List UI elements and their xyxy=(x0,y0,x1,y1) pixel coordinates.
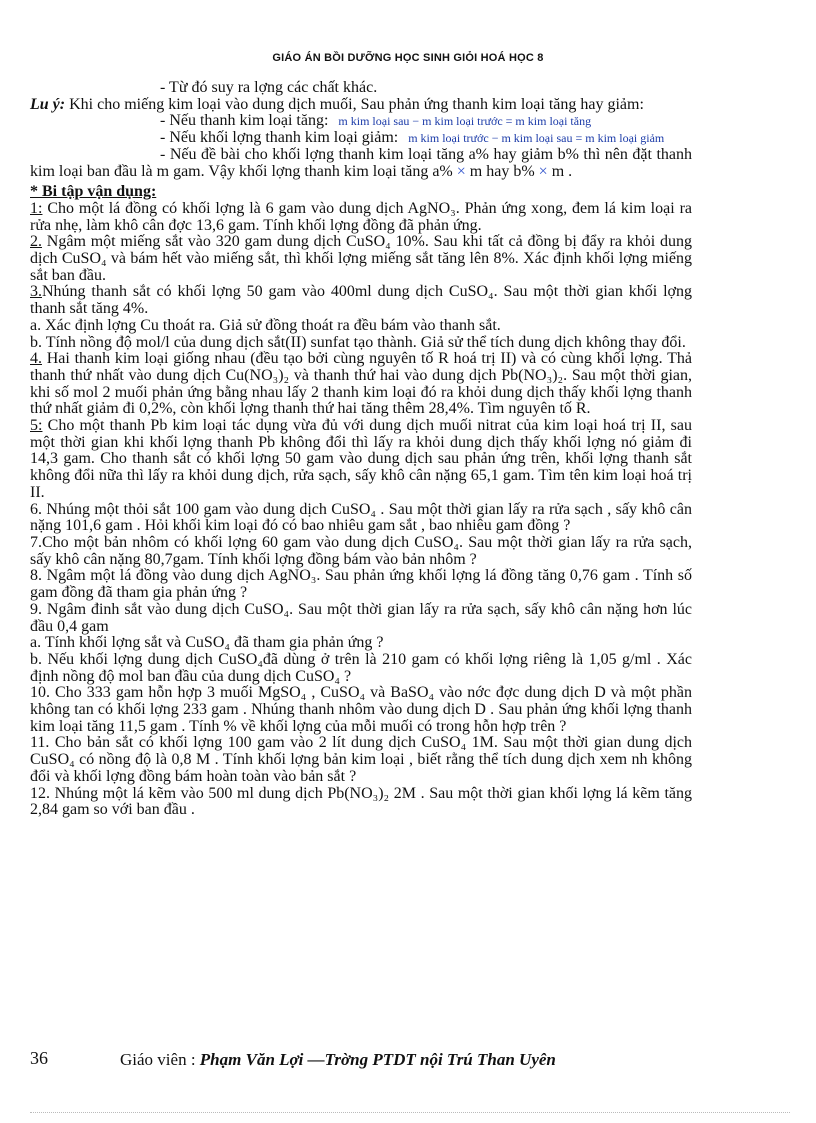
note-text: Khi cho miếng kim loại vào dung dịch muối, Sau phản ứng thanh kim loại tăng hay giảm: xyxy=(65,95,644,113)
exercise-text: b. Tính nồng độ mol/l của dung dịch sắt(II) sunfat tạo thành. Giả sử thể tích dung dịch không thay đổi. xyxy=(30,333,686,351)
page-header: GIÁO ÁN BỒI DƯỠNG HỌC SINH GIỎI HOÁ HỌC 8 xyxy=(272,52,544,64)
exercise-text: Ngâm một miếng sắt vào 320 gam dung dịch CuSO₄ 10%. Sau khi tất cả đồng bị đẩy ra khỏi dung dịch CuSO₄ và bám hết vào miếng sắt, thì khối lợng miếng sắt tăng lên 8%. Xác định khối lợng miếng sắt ban đầu. xyxy=(30,233,692,284)
exercise-item xyxy=(30,284,692,317)
exercise-item xyxy=(30,602,692,635)
teacher-label: Giáo viên : xyxy=(120,1050,200,1069)
exercise-text: b. Nếu khối lợng dung dịch CuSO₄đã dùng ở trên là 210 gam có khối lợng riêng là 1,05 g/ml . Xác định nồng độ mol ban đầu của dung dịch CuSO₄ ? xyxy=(30,650,692,685)
exercise-text: 10. Cho 333 gam hỗn hợp 3 muối MgSO₄ , CuSO₄ và BaSO₄ vào nớc đợc dung dịch D và một phần không tan có khối lợng 233 gam . Nhúng thanh nhôm vào dung dịch D . Sau phản ứng khối lợng thanh kim loại tăng 11,5 gam . Tính % về khối lợng của mỗi muối có trong hỗn hợp trên ? xyxy=(30,684,692,735)
exercise-number: 4. xyxy=(30,350,42,368)
exercise-item xyxy=(30,234,692,284)
exercise-text: 6. Nhúng một thỏi sắt 100 gam vào dung dịch CuSO₄ . Sau một thời gian lấy ra rửa sạch , sấy khô cân nặng 101,6 gam . Hỏi khối kim loại đó có bao nhiêu gam sắt , bao nhiêu gam đồng ? xyxy=(30,500,692,535)
document-body xyxy=(30,80,692,819)
exercise-item xyxy=(30,786,692,819)
times-symbol: × xyxy=(456,162,466,180)
exercise-item xyxy=(30,635,692,652)
teacher-credit xyxy=(120,1050,556,1070)
percent-note-c: m . xyxy=(547,162,573,180)
exercise-text: 9. Ngâm đinh sắt vào dung dịch CuSO₄. Sau một thời gian lấy ra rửa sạch, sấy khô cân nặng hơn lúc đầu 0,4 gam xyxy=(30,600,692,635)
case-increase-text: - Nếu thanh kim loại tăng: xyxy=(160,112,329,130)
note-paragraph xyxy=(30,97,692,114)
percent-note xyxy=(30,147,692,180)
exercise-item xyxy=(30,502,692,535)
exercise-item xyxy=(30,685,692,735)
intro-line: - Từ đó suy ra lợng các chất khác. xyxy=(160,79,378,96)
percent-note-b: m hay b% xyxy=(465,162,539,180)
exercise-text: 8. Ngâm một lá đồng vào dung dịch AgNO₃. Sau phản ứng khối lợng lá đồng tăng 0,76 gam . Tính số gam đồng đã tham gia phản ứng ? xyxy=(30,567,692,602)
times-symbol-2: × xyxy=(538,162,548,180)
percent-note-a: - Nếu đề bài cho khối lợng thanh kim loại tăng a% hay giảm b% thì nên đặt thanh kim loại ban đầu là m gam. Vậy khối lợng thanh kim loại tăng a% xyxy=(30,145,692,180)
page-number: 36 xyxy=(30,1048,48,1068)
exercise-item xyxy=(30,418,692,502)
formula-decrease: m kim loại trước − m kim loại sau = m kim loại giảm xyxy=(408,131,665,146)
exercise-number: 2. xyxy=(30,233,42,251)
exercise-item xyxy=(30,652,692,685)
exercise-item xyxy=(30,568,692,601)
exercise-number: 1: xyxy=(30,199,43,217)
formula-increase: m kim loại sau − m kim loại trước = m kim loại tăng xyxy=(338,114,592,129)
exercise-item xyxy=(30,351,692,418)
exercise-text: Nhúng thanh sắt có khối lợng 50 gam vào 400ml dung dịch CuSO₄. Sau một thời gian khối lợng thanh sắt tăng 4%. xyxy=(30,283,692,318)
exercise-text: Cho một lá đồng có khối lợng là 6 gam vào dung dịch AgNO₃. Phản ứng xong, đem lá kim loại ra rửa nhẹ, làm khô cân đợc 13,6 gam. Tính khối lợng đồng đã phản ứng. xyxy=(30,199,692,234)
exercise-number: 3. xyxy=(30,283,42,301)
exercise-item xyxy=(30,335,692,352)
exercise-text: a. Xác định lợng Cu thoát ra. Giả sử đồng thoát ra đều bám vào thanh sắt. xyxy=(30,316,501,334)
exercise-text: 7.Cho một bản nhôm có khối lợng 60 gam vào dung dịch CuSO₄. Sau một thời gian lấy ra rửa sạch, sấy khô cân nặng 80,7gam. Tính khối lợng đồng bám vào bản nhôm ? xyxy=(30,533,692,568)
exercise-number: 5: xyxy=(30,417,43,435)
note-label: Lu ý: xyxy=(30,95,66,113)
exercise-item xyxy=(30,201,692,234)
case-decrease xyxy=(30,130,692,147)
section-title: * Bi tập vận dụng: xyxy=(30,183,157,201)
case-increase xyxy=(30,113,692,130)
exercise-item xyxy=(30,318,692,335)
bottom-divider xyxy=(30,1112,790,1113)
exercise-text: Hai thanh kim loại giống nhau (đều tạo bởi cùng nguyên tố R hoá trị II) và có cùng khối lợng. Thả thanh thứ nhất vào dung dịch Cu(NO₃)₂ và thanh thứ hai vào dung dịch Pb(NO₃)₂. Sau một thời gian, khi số mol 2 muối phản ứng bằng nhau lấy 2 thanh kim loại đó ra khỏi dung dịch thấy khối lợng thanh thứ nhất giảm đi 0,2%, còn khối lợng thanh thứ hai tăng thêm 28,4%. Tìm nguyên tố R. xyxy=(30,350,692,418)
exercise-text: Cho một thanh Pb kim loại tác dụng vừa đủ với dung dịch muối nitrat của kim loại hoá trị II, sau một thời gian khi khối lợng thanh Pb không đổi thì lấy ra khỏi dung dịch thấy khối lợng nó giảm đi 14,3 gam. Cho thanh sắt có khối lợng 50 gam vào dung dịch sau phản ứng trên, khối lợng thanh sắt không đổi nữa thì lấy ra khỏi dung dịch, rửa sạch, sấy khô cân nặng 65,1 gam. Tìm tên kim loại hoá trị II. xyxy=(30,417,692,501)
exercise-list xyxy=(30,201,692,819)
exercise-item xyxy=(30,535,692,568)
exercise-text: 11. Cho bản sắt có khối lợng 100 gam vào 2 lít dung dịch CuSO₄ 1M. Sau một thời gian dung dịch CuSO₄ có nồng độ là 0,8 M . Tính khối lợng bản kim loại , biết rằng thể tích dung dịch xem nh không đổi và khối lợng đồng bám hoàn toàn vào bản sắt ? xyxy=(30,734,692,785)
exercise-text: a. Tính khối lợng sắt và CuSO₄ đã tham gia phản ứng ? xyxy=(30,634,384,652)
exercise-text: 12. Nhúng một lá kẽm vào 500 ml dung dịch Pb(NO₃)₂ 2M . Sau một thời gian khối lợng lá kẽm tăng 2,84 gam so với ban đầu . xyxy=(30,784,692,819)
case-decrease-text: - Nếu khối lợng thanh kim loại giảm: xyxy=(160,129,399,147)
exercise-item xyxy=(30,735,692,785)
teacher-name: Phạm Văn Lợi —Trờng PTDT nội Trú Than Uyên xyxy=(199,1050,556,1069)
